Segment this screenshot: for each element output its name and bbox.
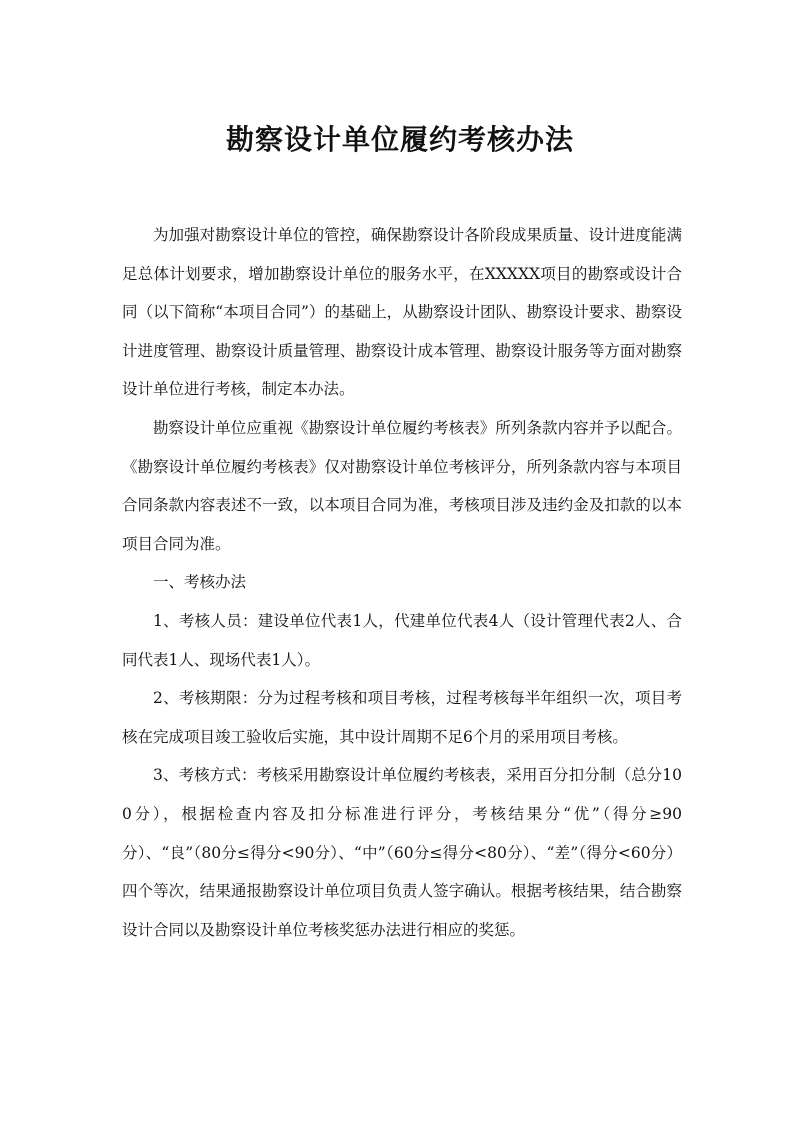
assessment-method-paragraph: 3、考核方式：考核采用勘察设计单位履约考核表，采用百分扣分制（总分100分），根据检查内容及扣分标准进行评分，考核结果分“优”（得分≥90分）、“良”（80分≤得分<90分）、“中”（60分≤得分<80分）、“差”（得分<60分）四个等次，结果通报勘察设计单位项目负责人签字确认。根据考核结果，结合勘察设计合同以及勘察设计单位考核奖惩办法进行相应的奖惩。: [122, 766, 682, 939]
cooperation-paragraph: 勘察设计单位应重视《勘察设计单位履约考核表》所列条款内容并予以配合。《勘察设计单位履约考核表》仅对勘察设计单位考核评分，所列条款内容与本项目合同条款内容表述不一致，以本项目合同为准，考核项目涉及违约金及扣款的以本项目合同为准。: [122, 418, 682, 553]
document-body: [122, 216, 682, 949]
document-title: 勘察设计单位履约考核办法: [225, 123, 574, 156]
intro-paragraph: 为加强对勘察设计单位的管控，确保勘察设计各阶段成果质量、设计进度能满足总体计划要求，增加勘察设计单位的服务水平，在XXXXX项目的勘察或设计合同（以下简称“本项目合同”）的基础上，从勘察设计团队、勘察设计要求、勘察设计进度管理、勘察设计质量管理、勘察设计成本管理、勘察设计服务等方面对勘察设计单位进行考核，制定本办法。: [122, 226, 682, 399]
assessment-period-paragraph: 2、考核期限：分为过程考核和项目考核，过程考核每半年组织一次，项目考核在完成项目竣工验收后实施，其中设计周期不足6个月的采用项目考核。: [122, 689, 682, 746]
assessment-personnel-paragraph: 1、考核人员：建设单位代表1人，代建单位代表4人（设计管理代表2人、合同代表1人、现场代表1人）。: [122, 611, 682, 669]
section-heading-assessment-method: 一、考核办法: [153, 573, 247, 592]
